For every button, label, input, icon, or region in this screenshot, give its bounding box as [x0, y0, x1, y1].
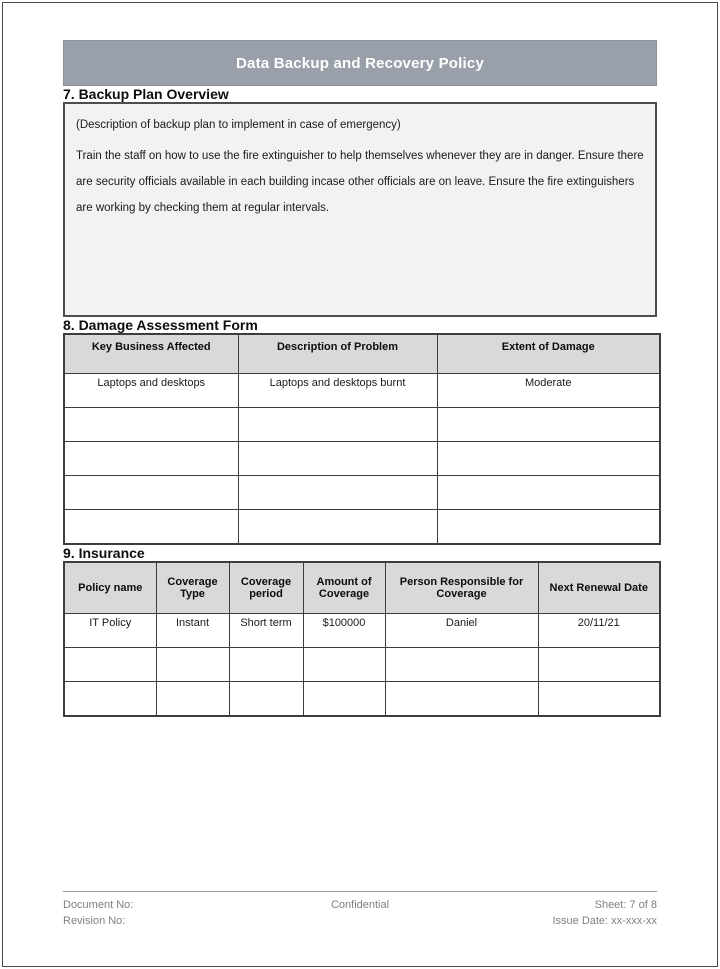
table-header-row — [64, 562, 660, 614]
table-row — [64, 648, 660, 682]
table-row — [64, 510, 660, 545]
insurance-heading: 9. Insurance — [63, 545, 145, 561]
table-cell: IT Policy — [64, 614, 156, 648]
table-cell — [156, 648, 229, 682]
table-cell — [156, 682, 229, 717]
backup-plan-placeholder-text: (Description of backup plan to implement in case of emergency) — [76, 119, 401, 131]
table-row — [64, 374, 660, 408]
insurance-table — [63, 561, 661, 717]
document-title-banner — [63, 40, 657, 86]
table-cell — [238, 510, 437, 545]
table-cell — [303, 648, 385, 682]
table-cell — [437, 442, 660, 476]
table-header-cell: Key Business Affected — [64, 334, 238, 374]
table-header-cell: Policy name — [64, 562, 156, 614]
damage-assessment-table — [63, 333, 661, 545]
table-cell — [238, 408, 437, 442]
table-cell — [385, 648, 538, 682]
revision-no-label: Revision No: — [63, 915, 126, 927]
table-header-row — [64, 334, 660, 374]
footer-divider-line — [63, 891, 657, 892]
document-page — [2, 2, 718, 967]
table-cell — [437, 408, 660, 442]
table-row — [64, 682, 660, 717]
table-cell — [538, 648, 660, 682]
table-cell — [229, 648, 303, 682]
table-cell: Instant — [156, 614, 229, 648]
table-cell — [64, 442, 238, 476]
table-header-cell: Coverage period — [229, 562, 303, 614]
table-header-cell: Description of Problem — [238, 334, 437, 374]
table-cell — [538, 682, 660, 717]
table-row — [64, 614, 660, 648]
table-row — [64, 476, 660, 510]
backup-plan-body-text: Train the staff on how to use the fire extinguisher to help themselves whenever they are in danger. Ensure there are security officials available in each building incase other officials are on leave. Ensure the fire extinguishers are working by checking them at regular intervals. — [76, 150, 644, 214]
table-cell: Short term — [229, 614, 303, 648]
table-cell — [64, 648, 156, 682]
page-footer — [63, 891, 657, 929]
table-header-cell: Person Responsible for Coverage — [385, 562, 538, 614]
section-damage-assessment — [3, 317, 717, 545]
table-cell — [303, 682, 385, 717]
damage-assessment-heading: 8. Damage Assessment Form — [63, 317, 258, 333]
sheet-number-label: Sheet: 7 of 8 — [594, 899, 657, 911]
table-header-cell: Coverage Type — [156, 562, 229, 614]
document-no-label: Document No: — [63, 899, 134, 911]
confidential-label: Confidential — [330, 899, 390, 911]
table-cell: Moderate — [437, 374, 660, 408]
backup-plan-heading: 7. Backup Plan Overview — [63, 86, 229, 102]
section-insurance — [3, 545, 717, 717]
table-cell — [64, 408, 238, 442]
table-cell — [385, 682, 538, 717]
table-cell — [437, 510, 660, 545]
document-title: Data Backup and Recovery Policy — [236, 54, 484, 72]
table-cell — [64, 510, 238, 545]
table-header-cell: Amount of Coverage — [303, 562, 385, 614]
table-cell — [238, 442, 437, 476]
table-row — [64, 408, 660, 442]
table-cell — [64, 682, 156, 717]
table-cell: 20/11/21 — [538, 614, 660, 648]
table-cell: Laptops and desktops — [64, 374, 238, 408]
table-cell: $100000 — [303, 614, 385, 648]
table-cell: Laptops and desktops burnt — [238, 374, 437, 408]
table-cell — [64, 476, 238, 510]
table-cell — [238, 476, 437, 510]
table-row — [64, 442, 660, 476]
issue-date-label: Issue Date: xx-xxx-xx — [552, 915, 657, 927]
table-cell — [229, 682, 303, 717]
backup-plan-description-box — [63, 102, 657, 317]
table-cell: Daniel — [385, 614, 538, 648]
section-backup-plan-overview — [3, 86, 717, 317]
table-cell — [437, 476, 660, 510]
table-header-cell: Extent of Damage — [437, 334, 660, 374]
table-header-cell: Next Renewal Date — [538, 562, 660, 614]
